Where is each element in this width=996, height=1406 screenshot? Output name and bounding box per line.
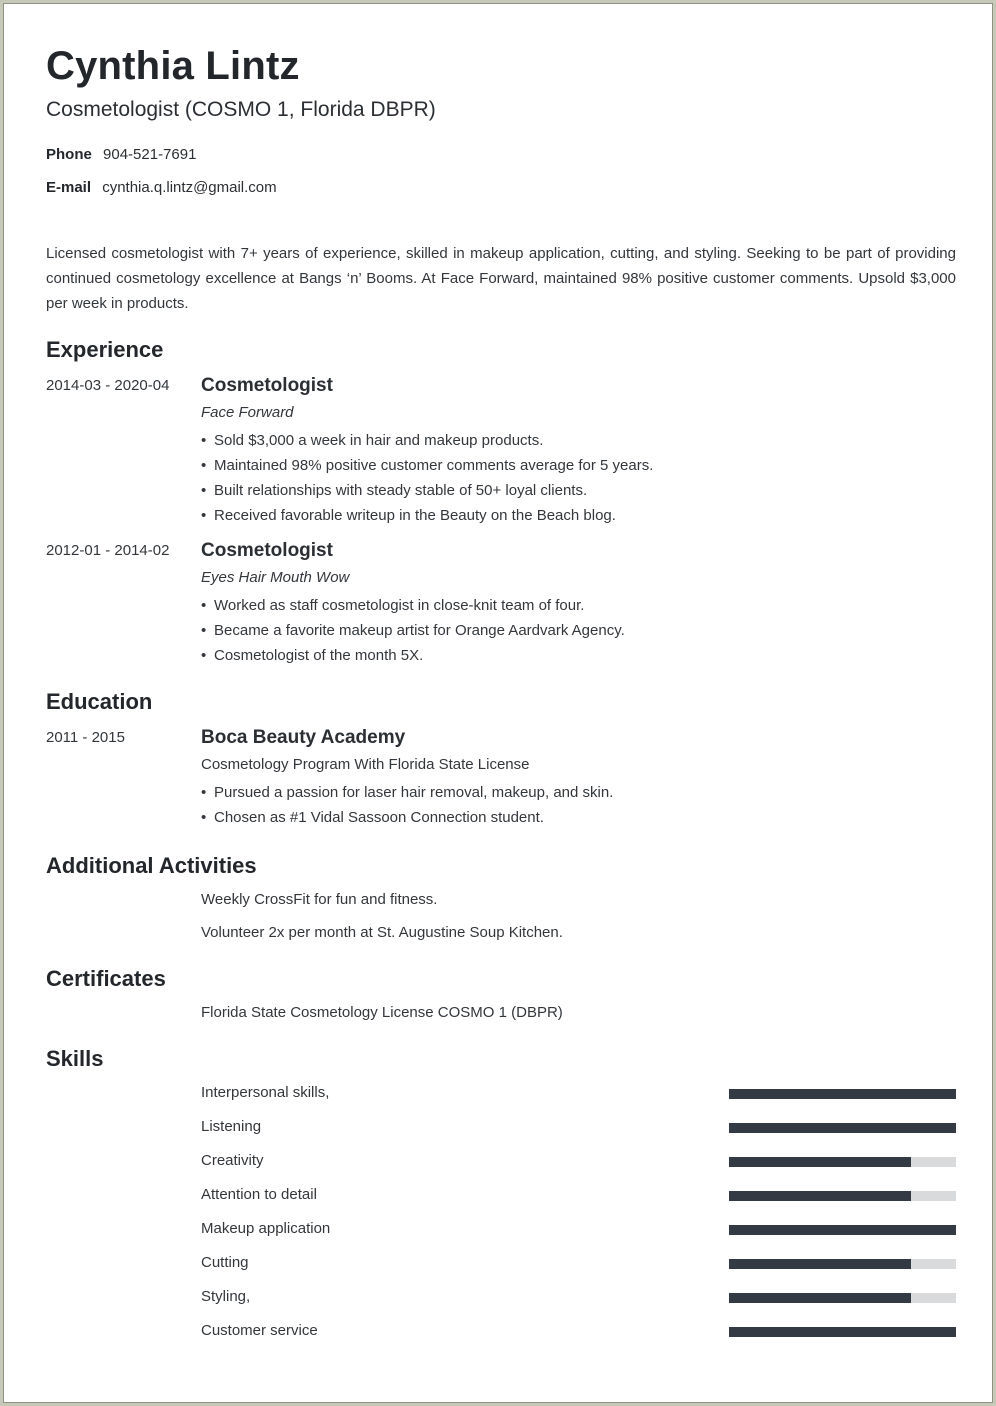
skill-row <box>201 1219 956 1253</box>
entry-date: 2014-03 - 2020-04 <box>46 377 170 394</box>
skill-level-bar <box>729 1327 956 1337</box>
skill-level-bar <box>729 1089 956 1099</box>
skill-level-fill <box>729 1157 911 1167</box>
candidate-role: Cosmetologist (COSMO 1, Florida DBPR) <box>46 98 436 121</box>
education-heading: Education <box>46 689 153 714</box>
skill-name: Creativity <box>201 1152 264 1169</box>
skill-name: Listening <box>201 1118 262 1135</box>
summary-paragraph: Licensed cosmetologist with 7+ years of experience, skilled in makeup application, cutting, and styling. Seeking to be part of providing continued cosmetology excellence at Bangs ‘n’ Booms. At Face Forward, maintained 98% positive customer comments. Upsold $3,000 per week in products. <box>46 245 956 312</box>
experience-entry <box>46 539 956 668</box>
entry-organization: Eyes Hair Mouth Wow <box>201 569 350 586</box>
activities-heading: Additional Activities <box>46 853 257 878</box>
skill-level-bar <box>729 1293 956 1303</box>
entry-program: Cosmetology Program With Florida State License <box>201 756 530 773</box>
list-item: • Built relationships with steady stable of 50+ loyal clients. <box>201 478 956 503</box>
skills-heading: Skills <box>46 1046 104 1071</box>
skill-name: Styling, <box>201 1288 251 1305</box>
list-item: • Became a favorite makeup artist for Orange Aardvark Agency. <box>201 618 956 643</box>
skill-row <box>201 1151 956 1185</box>
skill-row <box>201 1287 956 1321</box>
entry-body <box>201 374 956 528</box>
skill-level-fill <box>729 1293 911 1303</box>
list-item: • Received favorable writeup in the Beauty on the Beach blog. <box>201 503 956 528</box>
contact-block <box>46 145 956 211</box>
contact-phone-value: 904-521-7691 <box>103 146 197 163</box>
activity-item: Volunteer 2x per month at St. Augustine Soup Kitchen. <box>201 924 563 941</box>
entry-title: Cosmetologist <box>201 540 333 561</box>
list-item: • Chosen as #1 Vidal Sassoon Connection student. <box>201 805 956 830</box>
skill-name: Makeup application <box>201 1220 331 1237</box>
skill-row <box>201 1253 956 1287</box>
skills-list <box>46 1083 956 1355</box>
skill-name: Cutting <box>201 1254 249 1271</box>
experience-entry <box>46 374 956 528</box>
entry-date: 2012-01 - 2014-02 <box>46 542 170 559</box>
skill-row <box>201 1083 956 1117</box>
certificates-heading: Certificates <box>46 966 166 991</box>
entry-body <box>201 539 956 668</box>
skill-row <box>201 1321 956 1355</box>
activity-item: Weekly CrossFit for fun and fitness. <box>201 891 438 908</box>
entry-organization: Face Forward <box>201 404 294 421</box>
contact-email-value: cynthia.q.lintz@gmail.com <box>102 179 277 196</box>
skill-row <box>201 1185 956 1219</box>
skill-level-bar <box>729 1191 956 1201</box>
contact-email <box>46 178 956 211</box>
skill-name: Attention to detail <box>201 1186 317 1203</box>
skill-level-fill <box>729 1259 911 1269</box>
skill-level-fill <box>729 1191 911 1201</box>
skill-level-bar <box>729 1225 956 1235</box>
entry-title: Cosmetologist <box>201 375 333 396</box>
list-item: • Sold $3,000 a week in hair and makeup products. <box>201 428 956 453</box>
skill-level-bar <box>729 1259 956 1269</box>
contact-email-label: E-mail <box>46 179 92 196</box>
skill-level-fill <box>729 1123 956 1133</box>
contact-phone-label: Phone <box>46 146 92 163</box>
entry-body <box>201 726 956 830</box>
list-item: • Maintained 98% positive customer comments average for 5 years. <box>201 453 956 478</box>
skill-level-fill <box>729 1327 956 1337</box>
list-item: • Pursued a passion for laser hair removal, makeup, and skin. <box>201 780 956 805</box>
list-item: • Worked as staff cosmetologist in close-knit team of four. <box>201 593 956 618</box>
skill-level-bar <box>729 1157 956 1167</box>
candidate-name: Cynthia Lintz <box>46 44 300 88</box>
education-entry <box>46 726 956 830</box>
resume-content <box>46 43 956 1355</box>
skill-level-fill <box>729 1089 956 1099</box>
certificate-item: Florida State Cosmetology License COSMO 1 (DBPR) <box>201 1004 563 1021</box>
entry-bullets <box>201 780 956 830</box>
skill-level-fill <box>729 1225 956 1235</box>
entry-bullets <box>201 593 956 668</box>
experience-heading: Experience <box>46 337 164 362</box>
list-item: • Cosmetologist of the month 5X. <box>201 643 956 668</box>
entry-title: Boca Beauty Academy <box>201 727 406 748</box>
entry-bullets <box>201 428 956 528</box>
skill-name: Interpersonal skills, <box>201 1084 330 1101</box>
skill-row <box>201 1117 956 1151</box>
skill-level-bar <box>729 1123 956 1133</box>
entry-date: 2011 - 2015 <box>46 729 125 746</box>
skill-name: Customer service <box>201 1322 318 1339</box>
contact-phone <box>46 145 956 178</box>
